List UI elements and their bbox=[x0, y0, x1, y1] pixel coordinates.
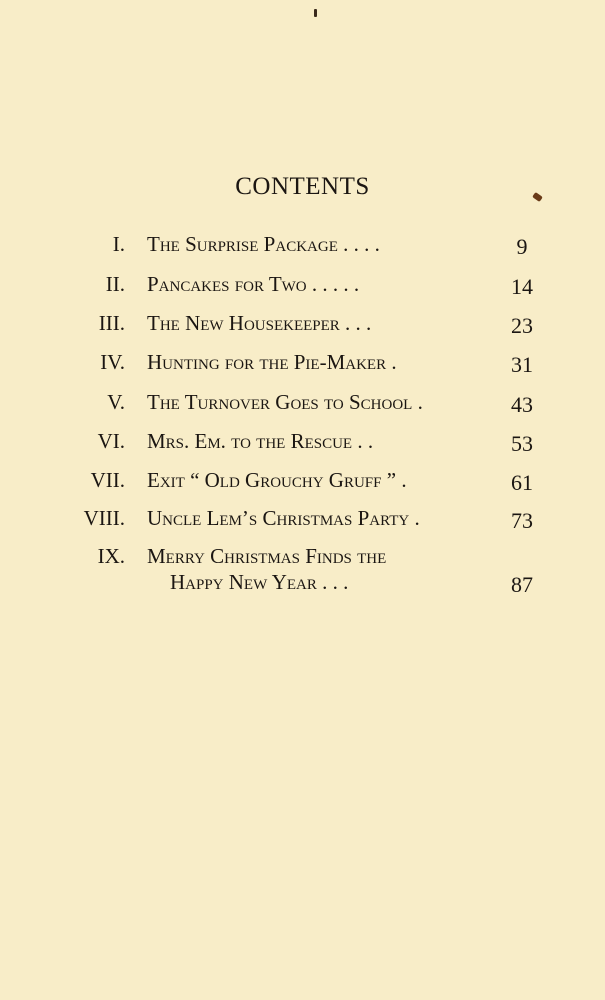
toc-entry bbox=[0, 429, 605, 459]
page-number: 14 bbox=[511, 274, 533, 299]
chapter-numeral: V. bbox=[107, 390, 125, 414]
page-number: 73 bbox=[511, 508, 533, 533]
page-number: 87 bbox=[511, 572, 533, 597]
chapter-title: Mrs. Em. to the Rescue . . bbox=[147, 429, 374, 453]
page-number: 61 bbox=[511, 470, 533, 495]
chapter-numeral: VII. bbox=[90, 468, 125, 492]
page-number: 9 bbox=[516, 234, 528, 259]
page-number: 31 bbox=[511, 352, 533, 377]
chapter-title: The Turnover Goes to School . bbox=[147, 390, 423, 414]
toc-entry bbox=[0, 390, 605, 420]
toc-entry bbox=[0, 272, 605, 302]
toc-entry bbox=[0, 468, 605, 498]
toc-entry bbox=[0, 232, 605, 262]
page-number: 53 bbox=[511, 431, 533, 456]
toc-entry bbox=[0, 350, 605, 380]
chapter-title: The Surprise Package . . . . bbox=[147, 232, 380, 256]
chapter-title-line2: Happy New Year . . . bbox=[170, 570, 349, 594]
page-number: 23 bbox=[511, 313, 533, 338]
chapter-title: Exit “ Old Grouchy Gruff ” . bbox=[147, 468, 407, 492]
toc-entry bbox=[0, 506, 605, 536]
toc-entry bbox=[0, 311, 605, 341]
page-number: 43 bbox=[511, 392, 533, 417]
chapter-title: Pancakes for Two . . . . . bbox=[147, 272, 360, 296]
chapter-title: Uncle Lem’s Christmas Party . bbox=[147, 506, 420, 530]
page-title: CONTENTS bbox=[235, 173, 370, 200]
chapter-numeral: VIII. bbox=[83, 506, 125, 530]
chapter-numeral: III. bbox=[98, 311, 125, 335]
chapter-title: The New Housekeeper . . . bbox=[147, 311, 372, 335]
chapter-numeral: II. bbox=[105, 272, 125, 296]
chapter-title: Merry Christmas Finds the bbox=[147, 544, 387, 568]
toc-entry-continued bbox=[0, 570, 605, 600]
chapter-numeral: IX. bbox=[97, 544, 125, 568]
chapter-numeral: VI. bbox=[97, 429, 125, 453]
chapter-title: Hunting for the Pie-Maker . bbox=[147, 350, 397, 374]
ink-mark bbox=[314, 9, 317, 17]
chapter-numeral: IV. bbox=[100, 350, 125, 374]
chapter-numeral: I. bbox=[112, 232, 125, 256]
